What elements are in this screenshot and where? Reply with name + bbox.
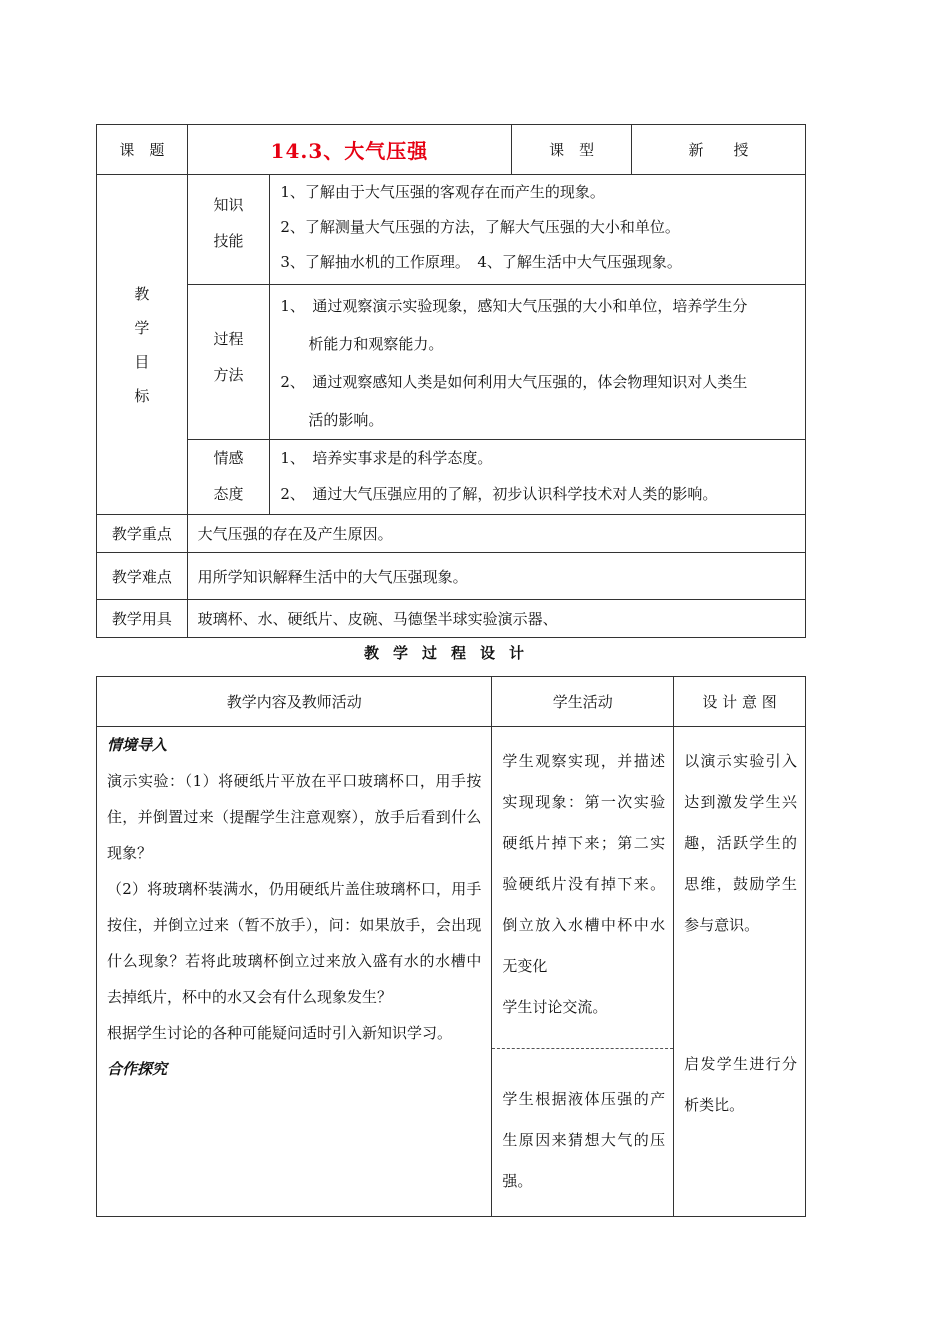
student-discussion: 学生讨论交流。: [502, 998, 608, 1016]
tools-label: 教学用具: [97, 600, 188, 638]
section-heading-intro: 情境导入: [107, 736, 168, 754]
topic-label: 课 题: [97, 125, 188, 175]
section-heading-explore: 合作探究: [107, 1060, 168, 1078]
student-hypothesis: 学生根据液体压强的产生原因来猜想大气的压强。: [502, 1090, 666, 1190]
lesson-info-table: [96, 124, 806, 638]
demo-step-1: 演示实验：（1）将硬纸片平放在平口玻璃杯口，用手按住，并倒置过来（提醒学生注意观察），放手后看到什么现象？: [107, 772, 482, 862]
teacher-activity: [97, 727, 492, 1217]
tools-value: 玻璃杯、水、硬纸片、皮碗、马德堡半球实验演示器、: [187, 600, 805, 638]
demo-step-2: （2）将玻璃杯装满水，仍用硬纸片盖住玻璃杯口，用手按住，并倒立过来（暂不放手），问：如果放手，会出现什么现象？若将此玻璃杯倒立过来放入盛有水的水槽中去掉纸片，杯中的水又会有什么现象发生？: [107, 880, 482, 1006]
student-activity: [492, 727, 674, 1217]
intent-1: 以演示实验引入达到激发学生兴趣，活跃学生的思维，鼓励学生参与意识。: [684, 752, 797, 934]
header-intent: 设 计 意 图: [674, 677, 806, 727]
objectives-label: 教 学 目 标: [97, 175, 188, 515]
difficulties-value: 用所学知识解释生活中的大气压强现象。: [187, 553, 805, 600]
lesson-title: 14.3、大气压强: [187, 125, 512, 175]
process-label: 过程 方法: [187, 285, 270, 440]
header-teacher: 教学内容及教师活动: [97, 677, 492, 727]
type-value: 新 授: [632, 125, 806, 175]
type-label: 课 型: [512, 125, 632, 175]
process-items: 1、 通过观察演示实验现象，感知大气压强的大小和单位，培养学生分 析能力和观察能力。 2、 通过观察感知人类是如何利用大气压强的，体会物理知识对人类生 活的影响。: [270, 285, 806, 440]
intent-2: 启发学生进行分析类比。: [684, 1055, 797, 1114]
key-points-label: 教学重点: [97, 515, 188, 553]
design-intent: [674, 727, 806, 1217]
emotion-items: 1、 培养实事求是的科学态度。 2、 通过大气压强应用的了解，初步认识科学技术对人类的影响。: [270, 440, 806, 515]
knowledge-label: 知识 技能: [187, 175, 270, 285]
emotion-label: 情感 态度: [187, 440, 270, 515]
difficulties-label: 教学难点: [97, 553, 188, 600]
knowledge-items: 1、了解由于大气压强的客观存在而产生的现象。 2、了解测量大气压强的方法，了解大气压强的大小和单位。 3、了解抽水机的工作原理。 4、了解生活中大气压强现象。: [270, 175, 806, 285]
key-points-value: 大气压强的存在及产生原因。: [187, 515, 805, 553]
intro-text: 根据学生讨论的各种可能疑问适时引入新知识学习。: [107, 1024, 453, 1042]
process-table: [96, 676, 806, 1217]
student-observation: 学生观察实现，并描述实现现象：第一次实验硬纸片掉下来；第二实验硬纸片没有掉下来。倒立放入水槽中杯中水无变化: [502, 752, 666, 975]
header-student: 学生活动: [492, 677, 674, 727]
process-section-title: 教学过程设计: [363, 644, 538, 662]
